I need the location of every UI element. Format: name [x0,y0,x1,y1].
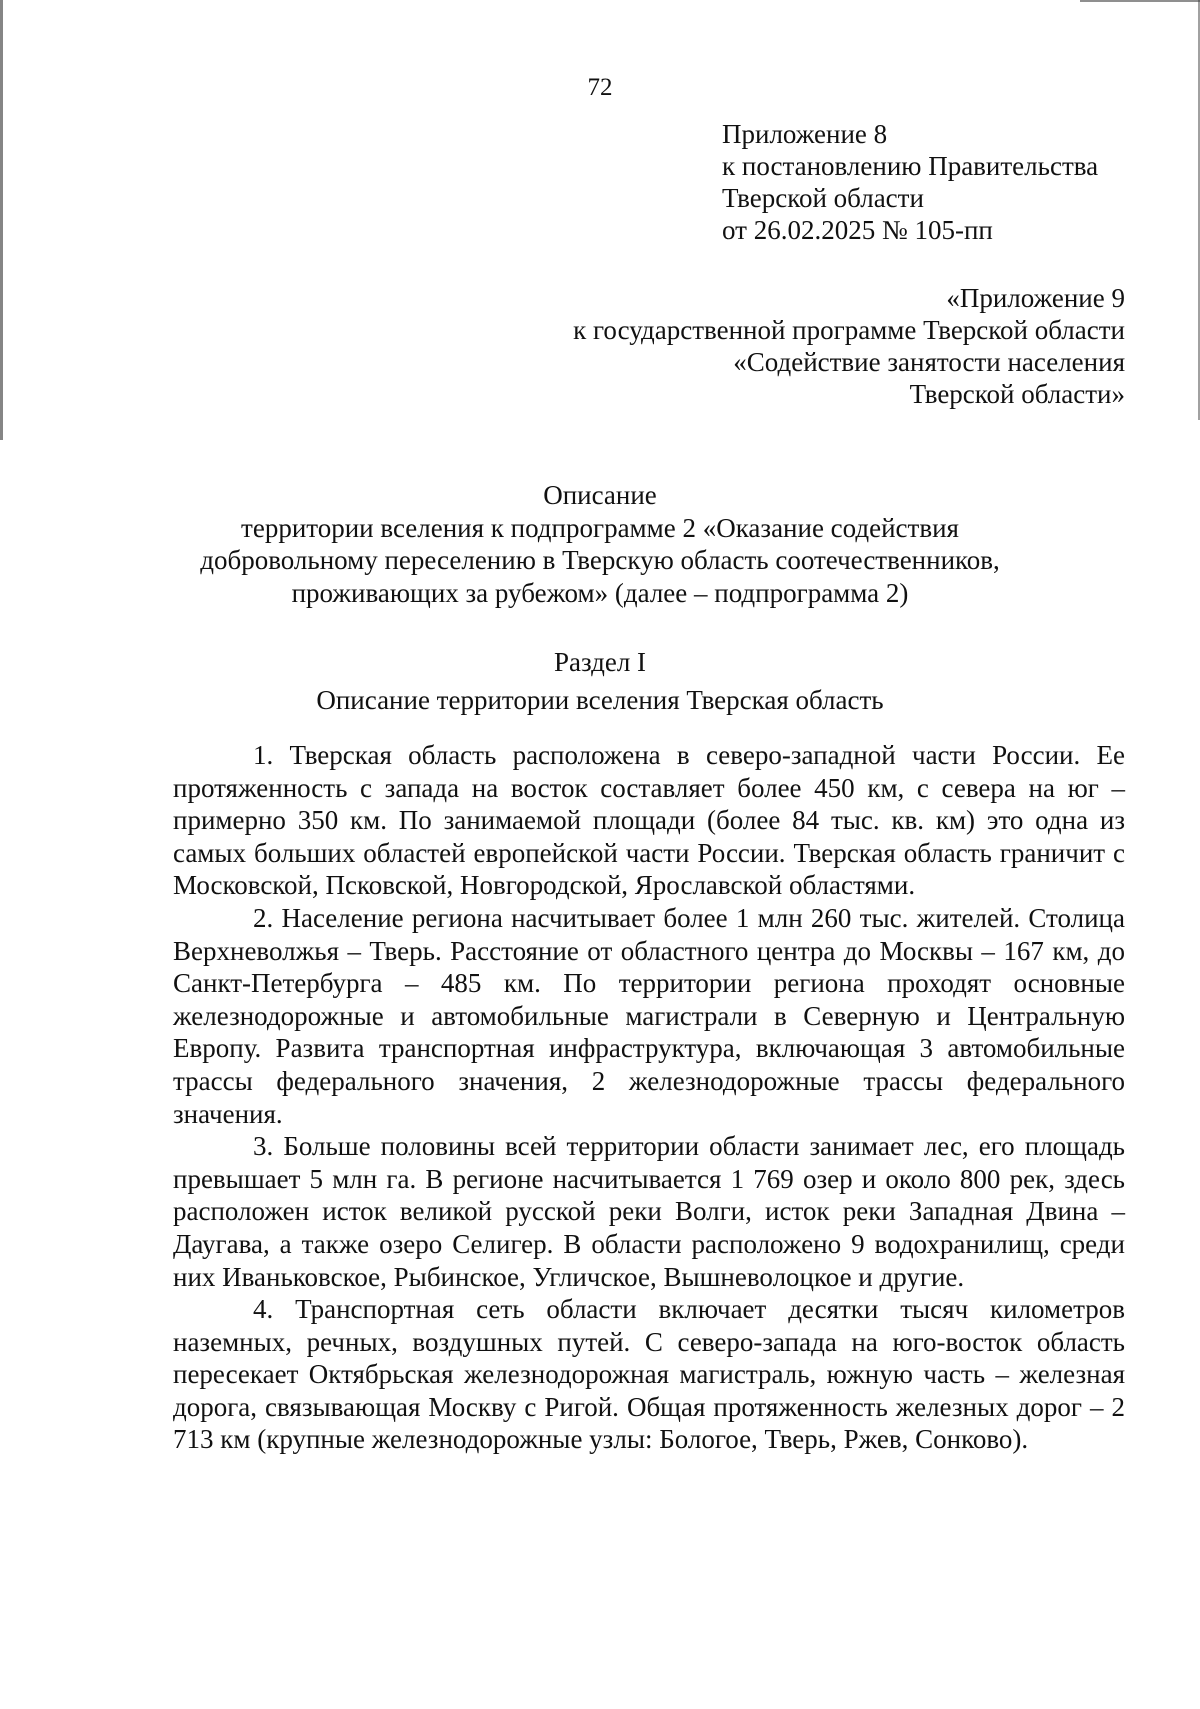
title-line-1: Описание [543,480,657,510]
title-line-2: территории вселения к подпрограмме 2 «Оказание содействия [241,512,959,543]
paragraph-4: 4. Транспортная сеть области включает десятки тысяч километров наземных, речных, воздушных путей. С северо-запада на юго-восток область пересекает Октябрьская железнодорожная магистраль, южную часть – железная дорога, связывающая Москву с Ригой. Общая протяженность железных дорог – 2 713 км (крупные железнодорожные узлы: Бологое, Тверь, Ржев, Сонково). [173,1294,1125,1455]
annex-8-header [722,118,1098,246]
annex-9-line-4: Тверской области» [909,379,1125,409]
page-number: 72 [587,74,613,101]
paragraph-1: 1. Тверская область расположена в северо-западной части России. Ее протяженность с запада на восток составляет более 450 км, с севера на юг – примерно 350 км. По занимаемой площади (более 84 тыс. кв. км) это одна из самых больших областей европейской части России. Тверская область граничит с Московской, Псковской, Новгородской, Ярославской областями. [173,740,1125,901]
annex-8-line-2: к постановлению Правительства [722,151,1099,181]
section-header [0,643,1200,719]
section-subheading: Описание территории вселения Тверская область [316,685,884,715]
annex-9-line-2: к государственной программе Тверской области [573,315,1125,345]
title-line-3: добровольному переселению в Тверскую область соотечественников, [200,545,1000,575]
annex-9-line-3: «Содействие занятости населения [733,347,1125,377]
scan-edge-left [0,0,3,440]
annex-9-line-1: «Приложение 9 [946,283,1125,313]
annex-8-line-1: Приложение 8 [722,119,888,149]
title-line-4: проживающих за рубежом» (далее – подпрограмма 2) [291,577,909,608]
paragraph-3: 3. Больше половины всей территории области занимает лес, его площадь превышает 5 млн га. В регионе насчитывается 1 769 озер и около 800 рек, здесь расположен исток великой русской реки Волги, исток реки Западная Двина – Даугава, а также озеро Селигер. В области расположено 9 водохранилищ, среди них Иваньковское, Рыбинское, Угличское, Вышневолоцкое и другие. [173,1131,1125,1292]
annex-9-header [573,282,1125,410]
body-text [173,739,1125,1456]
annex-8-line-4: от 26.02.2025 № 105-пп [722,215,993,245]
annex-8-line-3: Тверской области [722,183,924,213]
scan-edge-top [1080,0,1200,2]
paragraph-2: 2. Население региона насчитывает более 1 млн 260 тыс. жителей. Столица Верхневолжья – Тверь. Расстояние от областного центра до Москвы – 167 км, до Санкт-Петербурга – 485 км. По территории региона проходят основные железнодорожные и автомобильные магистрали в Северную и Центральную Европу. Развита транспортная инфраструктура, включающая 3 автомобильные трассы федерального значения, 2 железнодорожные трассы федерального значения. [173,902,1125,1129]
document-title [0,479,1200,609]
section-heading: Раздел I [553,647,647,677]
